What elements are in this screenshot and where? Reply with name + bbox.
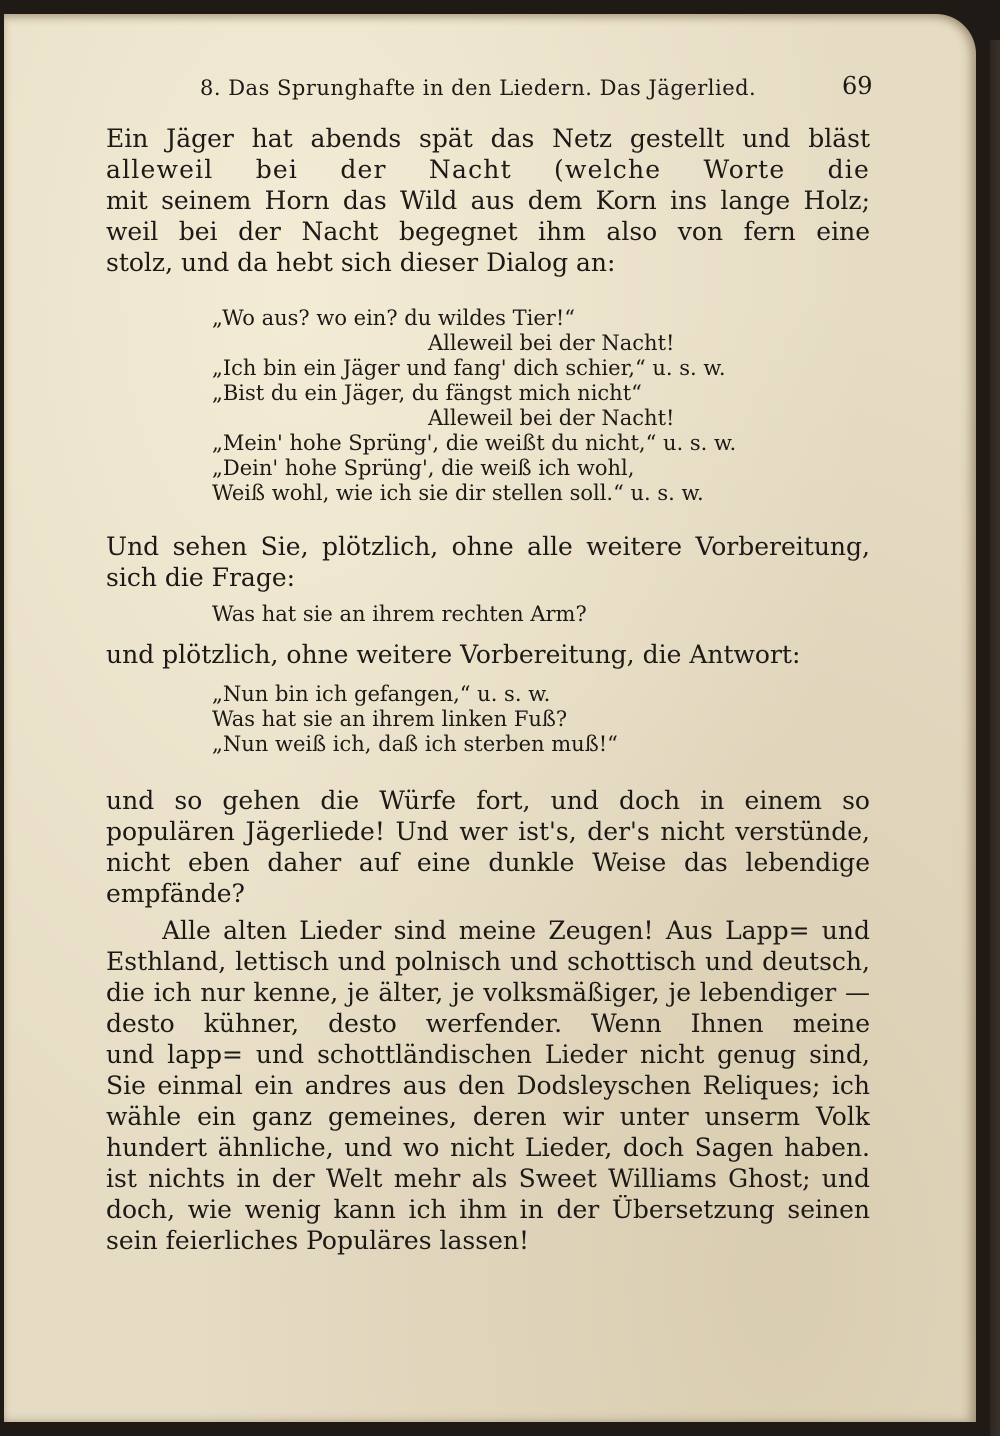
paragraph3-line: und plötzlich, ohne weitere Vorbereitung, die Antwort: <box>106 640 801 669</box>
verse2-line-1: „Nun bin ich gefangen,“ u. s. w. <box>212 682 551 706</box>
paragraph1-line-4: weil bei der Nacht begegnet ihm also von fern eine <box>106 217 870 246</box>
verse1-line-7: „Dein' hohe Sprüng', die weiß ich wohl, <box>212 456 635 480</box>
paragraph5-line-4: desto kühner, desto werfender. Wenn Ihnen meine <box>106 1009 870 1038</box>
book-page <box>4 14 976 1422</box>
paragraph1-line-1: Ein Jäger hat abends spät das Netz gestellt und bläst <box>106 124 870 153</box>
page-number: 69 <box>842 72 873 100</box>
paragraph4-line-1: und so gehen die Würfe fort, und doch in einem so <box>106 786 870 815</box>
verse1-line-5: Alleweil bei der Nacht! <box>428 406 675 430</box>
paragraph5-line-5: und lapp= und schottländischen Lieder nicht genug sind, <box>106 1040 870 1069</box>
verse2-line-3: „Nun weiß ich, daß ich sterben muß!“ <box>212 732 618 756</box>
verse1-line-4: „Bist du ein Jäger, du fängst mich nicht“ <box>212 381 642 405</box>
question-line: Was hat sie an ihrem rechten Arm? <box>212 602 587 626</box>
paragraph5-line-1: Alle alten Lieder sind meine Zeugen! Aus Lapp= und <box>162 916 870 945</box>
verse1-line-8: Weiß wohl, wie ich sie dir stellen soll.“ u. s. w. <box>212 481 704 505</box>
paragraph1-line-5: stolz, und da hebt sich dieser Dialog an: <box>106 248 616 277</box>
paragraph5-line-11: sein feierliches Populäres lassen! <box>106 1226 530 1255</box>
paragraph5-line-6: Sie einmal ein andres aus den Dodsleyschen Reliques; ich <box>106 1071 870 1100</box>
verse2-line-2: Was hat sie an ihrem linken Fuß? <box>212 707 568 731</box>
paragraph1-line-2: alleweil bei der Nacht (welche Worte die <box>106 155 870 184</box>
running-header: 8. Das Sprunghafte in den Liedern. Das Jägerlied. <box>200 76 757 100</box>
paragraph5-line-7: wähle ein ganz gemeines, deren wir unter unserm Volk <box>106 1102 870 1131</box>
paragraph4-line-3: nicht eben daher auf eine dunkle Weise das lebendige <box>106 848 870 877</box>
paragraph5-line-8: hundert ähnliche, und wo nicht Lieder, doch Sagen haben. <box>106 1133 870 1162</box>
verse1-line-6: „Mein' hohe Sprüng', die weißt du nicht,“ u. s. w. <box>212 431 737 455</box>
paragraph5-line-2: Esthland, lettisch und polnisch und schottisch und deutsch, <box>106 947 870 976</box>
paragraph4-line-4: empfände? <box>106 879 245 908</box>
paragraph5-line-3: die ich nur kenne, je älter, je volksmäßiger, je lebendiger — <box>106 978 870 1007</box>
paragraph4-line-2: populären Jägerliede! Und wer ist's, der's nicht verstünde, <box>106 817 870 846</box>
paragraph5-line-9: ist nichts in der Welt mehr als Sweet Williams Ghost; und <box>106 1164 870 1193</box>
paragraph2-line-2: sich die Frage: <box>106 563 296 592</box>
book-edge-shadow <box>990 40 1000 1436</box>
verse1-line-3: „Ich bin ein Jäger und fang' dich schier,“ u. s. w. <box>212 356 726 380</box>
paragraph1-line-3: mit seinem Horn das Wild aus dem Korn ins lange Holz; <box>106 186 870 215</box>
verse1-line-2: Alleweil bei der Nacht! <box>428 331 675 355</box>
paragraph2-line-1: Und sehen Sie, plötzlich, ohne alle weitere Vorbereitung, <box>106 532 870 561</box>
verse1-line-1: „Wo aus? wo ein? du wildes Tier!“ <box>212 306 575 330</box>
paragraph5-line-10: doch, wie wenig kann ich ihm in der Übersetzung seinen <box>106 1195 870 1224</box>
